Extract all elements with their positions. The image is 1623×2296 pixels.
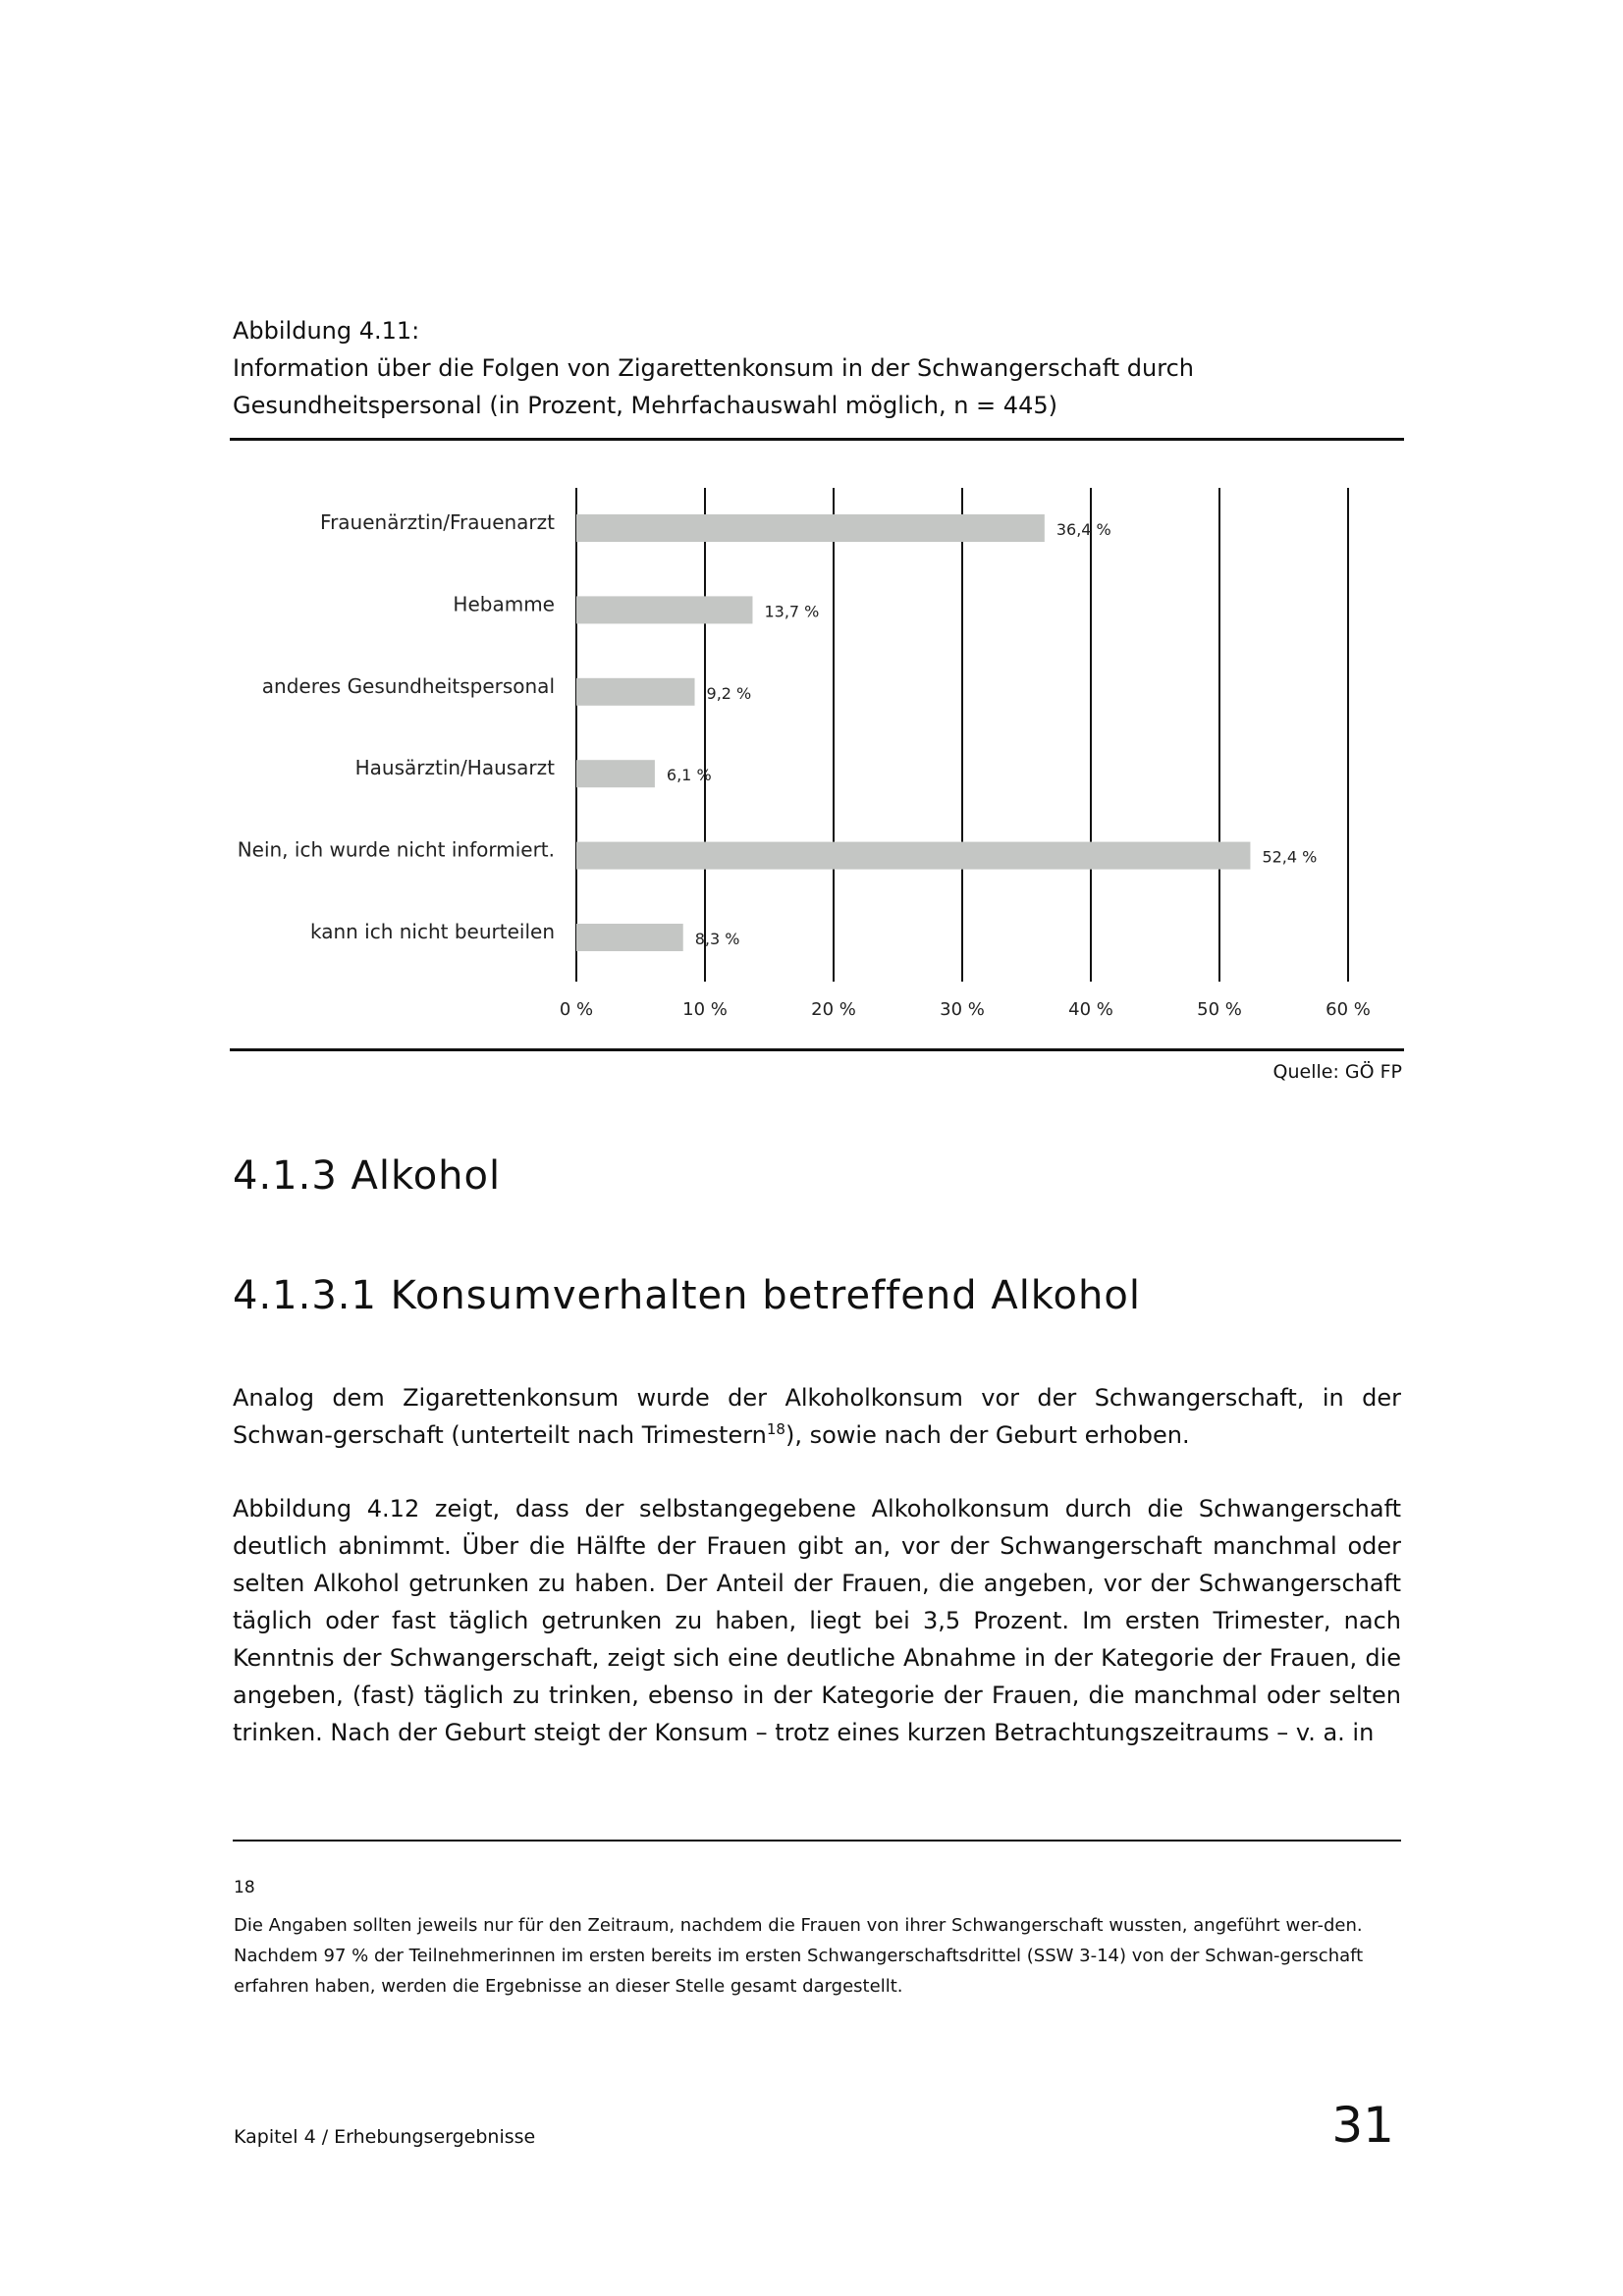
tick-label-0: 0 %: [559, 999, 594, 1020]
value-label-3: 6,1 %: [666, 766, 712, 785]
value-label-4: 52,4 %: [1262, 847, 1318, 867]
value-label-1: 13,7 %: [764, 602, 820, 621]
figure-label: Abbildung 4.11:: [233, 317, 420, 345]
footnote-number: 18: [234, 1878, 255, 1897]
page-number: 31: [1331, 2097, 1394, 2154]
chart-tick-labels: [560, 999, 1371, 1020]
paragraph-1-text: Analog dem Zigarettenkonsum wurde der Alkoholkonsum vor der Schwangerschaft, in der Schwan-gerschaft (unterteilt nach Trimestern: [233, 1384, 1401, 1449]
figure-source: Quelle: GÖ FP: [1272, 1061, 1402, 1083]
category-label-1: Hebamme: [453, 592, 555, 616]
footnote-rule: [233, 1840, 1401, 1842]
tick-label-40: 40 %: [1068, 999, 1113, 1020]
bar-2: [576, 678, 695, 706]
paragraph-1-text-end: ), sowie nach der Geburt erhoben.: [784, 1421, 1190, 1449]
chart-gridlines: [576, 488, 1348, 982]
paragraph-1: [233, 1379, 1401, 1454]
paragraph-2: Abbildung 4.12 zeigt, dass der selbstangegebene Alkoholkonsum durch die Schwangerschaft deutlich abnimmt. Über die Hälfte der Frauen gibt an, vor der Schwangerschaft manchmal oder selten Alkohol getrunken zu haben. Der Anteil der Frauen, die angeben, vor der Schwangerschaft täglich oder fast täglich getrunken zu haben, liegt bei 3,5 Prozent. Im ersten Trimester, nach Kenntnis der Schwangerschaft, zeigt sich eine deutliche Abnahme in der Kategorie der Frauen, die angeben, (fast) täglich zu trinken, ebenso in der Kategorie der Frauen, die manchmal oder selten trinken. Nach der Geburt steigt der Konsum – trotz eines kurzen Betrachtungszeitraums – v. a. in: [233, 1495, 1401, 1746]
value-label-2: 9,2 %: [706, 683, 752, 703]
tick-label-30: 30 %: [940, 999, 985, 1020]
bar-1: [576, 596, 752, 623]
footnote-ref[interactable]: 18: [766, 1420, 785, 1438]
tick-label-50: 50 %: [1197, 999, 1242, 1020]
footnote-text: Die Angaben sollten jeweils nur für den Zeitraum, nachdem die Frauen von ihrer Schwangerschaft wussten, angeführt wer-den. Nachdem 97 % der Teilnehmerinnen im ersten bereits im ersten Schwangerschaftsdrittel (SSW 3-14) von der Schwan-gerschaft erfahren haben, werden die Ergebnisse an dieser Stelle gesamt dargestellt.: [234, 1915, 1364, 1997]
category-label-5: kann ich nicht beurteilen: [309, 920, 555, 943]
figure-bottom-rule: [230, 1048, 1404, 1051]
category-label-4: Nein, ich wurde nicht informiert.: [237, 837, 555, 862]
bar-3: [576, 760, 655, 787]
bar-chart: [0, 0, 1623, 1099]
tick-label-10: 10 %: [682, 999, 728, 1020]
category-label-0: Frauenärztin/Frauenarzt: [320, 510, 555, 534]
section-heading: 4.1.3 Alkohol: [233, 1153, 502, 1199]
subsection-heading: 4.1.3.1 Konsumverhalten betreffend Alkohol: [233, 1273, 1141, 1318]
bar-4: [576, 842, 1250, 870]
value-label-0: 36,4 %: [1055, 520, 1111, 539]
figure-title-line-2: Gesundheitspersonal (in Prozent, Mehrfachauswahl möglich, n = 445): [233, 392, 1057, 419]
footer-chapter: Kapitel 4 / Erhebungsergebnisse: [234, 2126, 536, 2148]
tick-label-60: 60 %: [1325, 999, 1371, 1020]
category-label-2: anderes Gesundheitspersonal: [261, 673, 555, 698]
bar-0: [576, 514, 1045, 542]
figure-title-line-1: Information über die Folgen von Zigarettenkonsum in der Schwangerschaft durch: [233, 354, 1194, 382]
value-label-5: 8,3 %: [694, 930, 740, 948]
tick-label-20: 20 %: [811, 999, 856, 1020]
chart-bars: [576, 514, 1250, 951]
bar-5: [576, 924, 683, 951]
chart-category-labels: [238, 510, 555, 943]
category-label-3: Hausärztin/Hausarzt: [354, 756, 555, 780]
